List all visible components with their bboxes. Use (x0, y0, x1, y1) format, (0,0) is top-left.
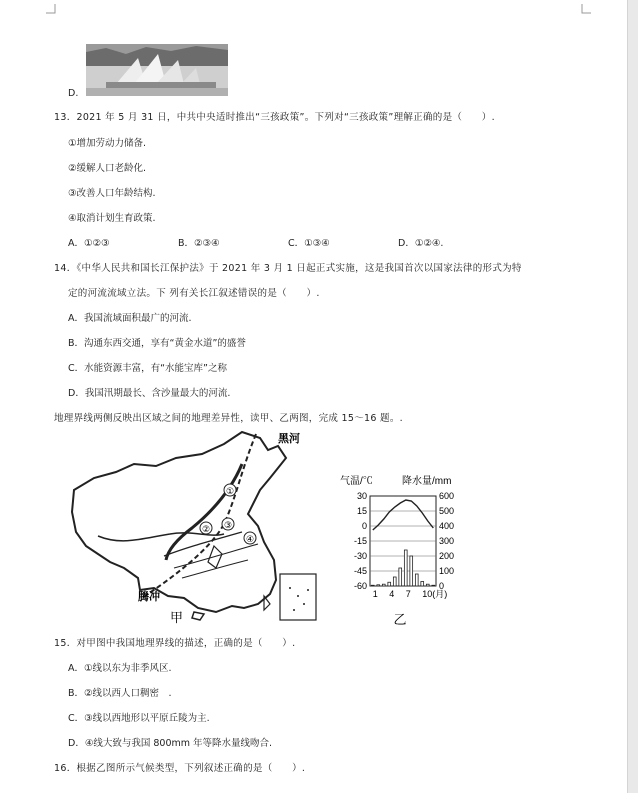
q13-stem: 13．2021 年 5 月 31 日，中共中央适时推出“三孩政策”。下列对“三孩政策”理解正确的是（ ）. (54, 112, 495, 123)
precip-bar (432, 585, 435, 586)
precip-bar (415, 574, 418, 586)
chart-title-precipitation: 降水量/mm (402, 476, 452, 487)
temp-tick-label: 15 (356, 506, 367, 516)
china-map (64, 428, 326, 624)
precip-tick-label: 200 (439, 551, 455, 561)
q15-stem: 15．对甲图中我国地理界线的描述，正确的是（ ）. (54, 638, 296, 649)
q14-stem-line2: 定的河流流域立法。下 列有关长江叙述错误的是（ ）. (68, 288, 320, 299)
precip-tick-label: 0 (439, 581, 445, 591)
q13-option-c[interactable]: C．①③④ (288, 238, 330, 249)
map-marker-4: ④ (246, 534, 255, 544)
temp-tick-label: 30 (356, 491, 367, 501)
temp-tick-label: 0 (361, 521, 367, 531)
precip-tick-label: 300 (439, 536, 455, 546)
q15-option-a[interactable]: A．①线以东为非季风区. (68, 663, 172, 674)
map-label-tengchong: 腾冲 (138, 591, 160, 603)
precip-bar (426, 584, 429, 586)
precip-bar (410, 556, 413, 586)
precip-bar (399, 568, 402, 586)
q13-option-b[interactable]: B．②③④ (178, 238, 220, 249)
precip-bar (371, 585, 374, 586)
q16-stem: 16．根据乙图所示气候类型，下列叙述正确的是（ ）. (54, 763, 306, 774)
precip-tick-label: 600 (439, 491, 455, 501)
precip-bar (377, 585, 380, 586)
temperature-line (373, 500, 434, 530)
precip-bar (388, 582, 391, 586)
precip-tick-label: 500 (439, 506, 455, 516)
climate-chart (338, 474, 488, 634)
opera-house-photo (86, 44, 228, 96)
q14-option-c[interactable]: C．水能资源丰富，有“水能宝库”之称 (68, 363, 227, 374)
month-tick-label: 1 (372, 589, 378, 599)
q13-option-d[interactable]: D．①②④. (398, 238, 444, 249)
page-right-edge (627, 0, 638, 793)
q14-stem-line1: 14．《中华人民共和国长江保护法》于 2021 年 3 月 1 日起正式实施，这是我国首次以国家法律的形式为特 (54, 263, 522, 274)
map-caption-jia: 甲 (170, 610, 184, 624)
q14-option-d[interactable]: D．我国汛期最长、含沙量最大的河流. (68, 388, 231, 399)
precip-bar (393, 577, 396, 586)
month-tick-label: 7 (405, 589, 411, 599)
q13-item-3: ③改善人口年龄结构. (68, 188, 156, 199)
q13-item-2: ②缓解人口老龄化. (68, 163, 147, 174)
month-tick-label: 4 (389, 589, 395, 599)
temp-tick-label: -15 (353, 536, 367, 546)
q14-option-b[interactable]: B．沟通东西交通，享有“黄金水道”的盛誉 (68, 338, 246, 349)
q15-option-c[interactable]: C．③线以西地形以平原丘陵为主. (68, 713, 210, 724)
precip-tick-label: 400 (439, 521, 455, 531)
month-tick-label: 10(月) (422, 589, 448, 599)
crop-mark-top-right (577, 4, 591, 18)
q14-option-a[interactable]: A．我国流域面积最广的河流. (68, 313, 192, 324)
section-intro: 地理界线两侧反映出区域之间的地理差异性，读甲、乙两图，完成 15～16 题。. (54, 413, 403, 424)
map-label-heihe: 黑河 (278, 433, 300, 445)
q15-option-b[interactable]: B．②线以西人口稠密 . (68, 688, 172, 699)
map-marker-3: ③ (224, 520, 233, 530)
precip-bar (404, 550, 407, 586)
temp-tick-label: -30 (353, 551, 367, 561)
map-marker-1: ① (226, 486, 235, 496)
q12-option-d[interactable]: D. (68, 88, 79, 99)
q13-option-a[interactable]: A．①②③ (68, 238, 110, 249)
chart-title-temperature: 气温/℃ (340, 476, 373, 487)
crop-mark-top-left (46, 4, 60, 18)
precip-bar (382, 584, 385, 586)
precip-bar (421, 582, 424, 587)
temp-tick-label: -60 (353, 581, 367, 591)
precip-tick-label: 100 (439, 566, 455, 576)
q13-item-1: ①增加劳动力储备. (68, 138, 147, 149)
map-marker-2: ② (202, 524, 211, 534)
temp-tick-label: -45 (353, 566, 367, 576)
q13-item-4: ④取消计划生育政策. (68, 213, 156, 224)
q15-option-d[interactable]: D．④线大致与我国 800mm 年等降水量线吻合. (68, 738, 273, 749)
chart-caption-yi: 乙 (393, 612, 407, 627)
